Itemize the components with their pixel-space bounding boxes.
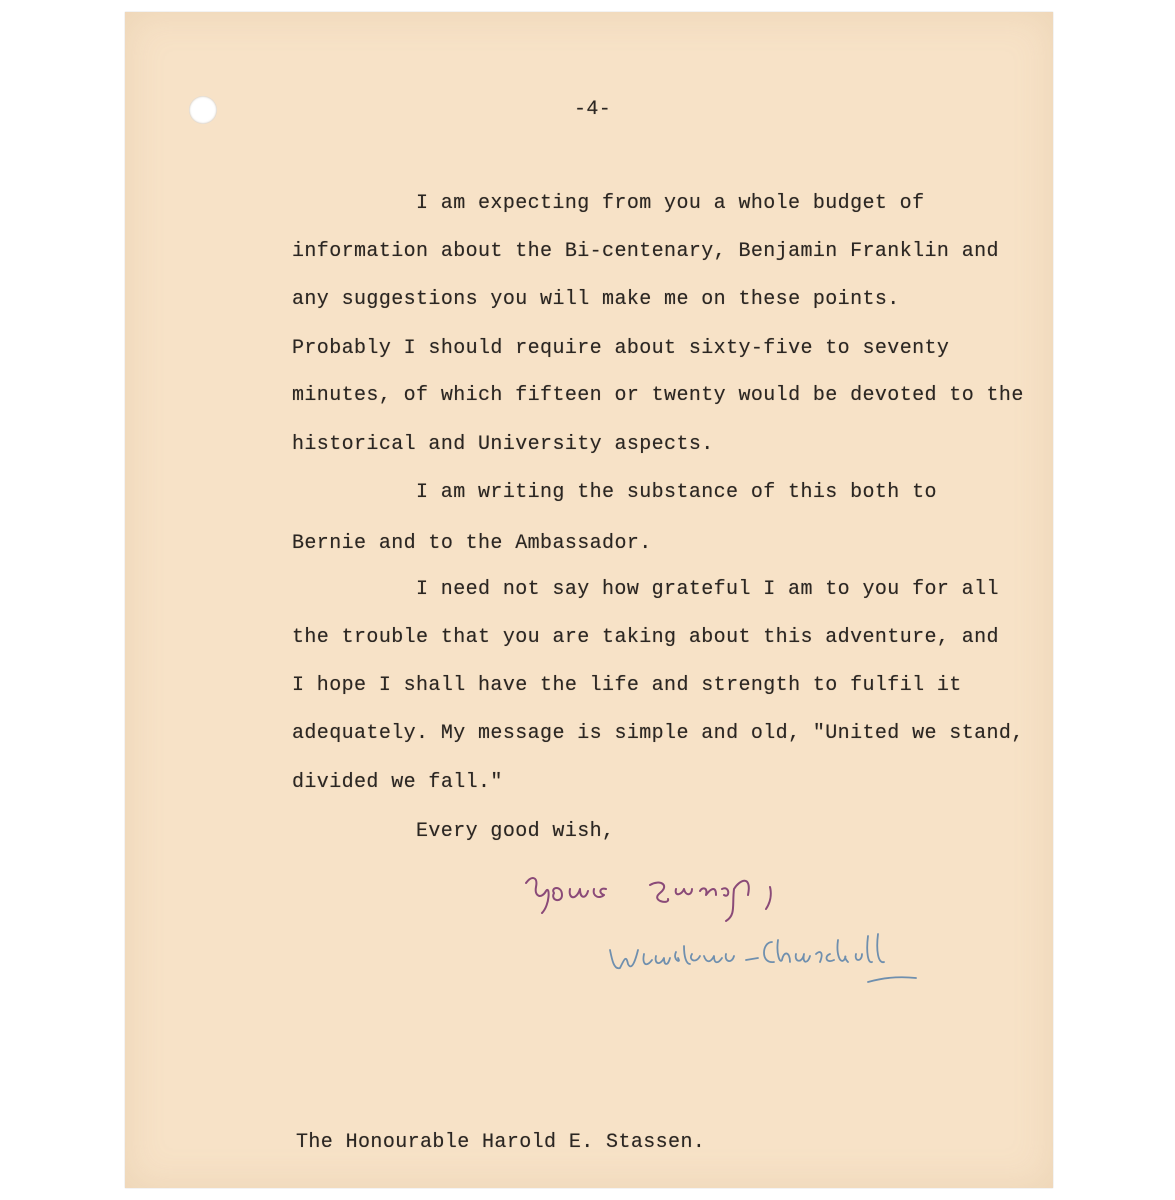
letter-line: Bernie and to the Ambassador.: [292, 532, 652, 555]
punch-hole: [189, 96, 217, 124]
closing-line: Every good wish,: [416, 820, 615, 843]
letter-line: adequately. My message is simple and old, "United we stand,: [292, 722, 1024, 745]
letter-line: the trouble that you are taking about this adventure, and: [292, 626, 999, 649]
letter-line: historical and University aspects.: [292, 433, 714, 456]
recipient-line: The Honourable Harold E. Stassen.: [296, 1131, 706, 1154]
letter-line: information about the Bi-centenary, Benjamin Franklin and: [292, 240, 999, 263]
page-number: -4-: [574, 98, 612, 121]
letter-line: minutes, of which fifteen or twenty would be devoted to the: [292, 384, 1024, 407]
letter-line: I hope I shall have the life and strength to fulfil it: [292, 674, 962, 697]
letter-line: Probably I should require about sixty-five to seventy: [292, 337, 950, 360]
letter-line: any suggestions you will make me on these points.: [292, 288, 900, 311]
letter-line: I need not say how grateful I am to you for all: [416, 578, 999, 601]
handwritten-closing: [520, 865, 840, 925]
signature: [606, 920, 926, 995]
letter-line: divided we fall.": [292, 771, 503, 794]
letter-line: I am writing the substance of this both to: [416, 481, 937, 504]
letter-line: I am expecting from you a whole budget of: [416, 192, 925, 215]
